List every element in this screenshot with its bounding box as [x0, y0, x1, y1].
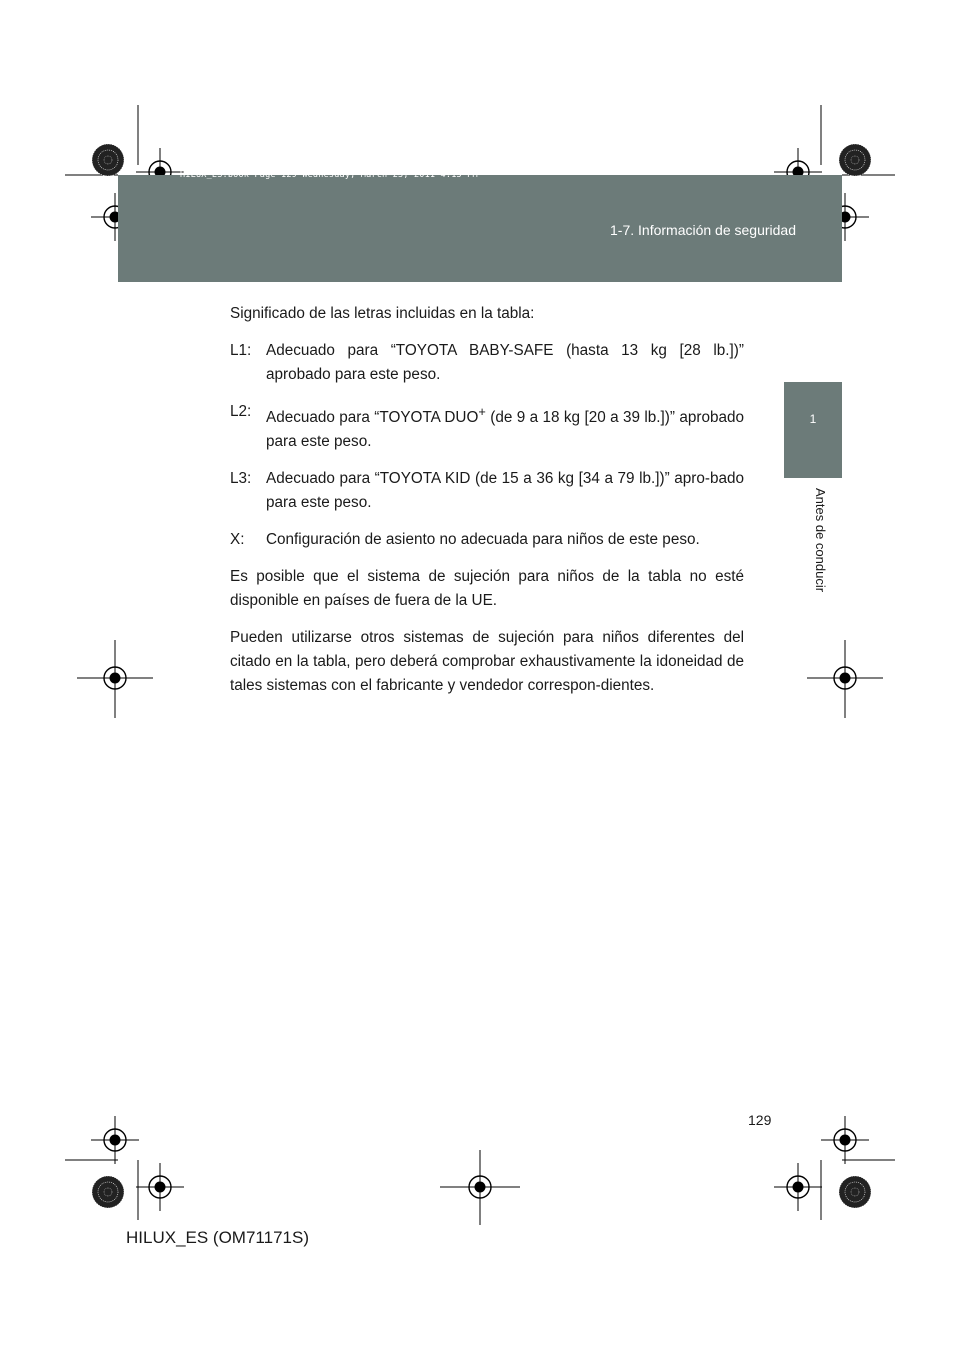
legend-text: Adecuado para “TOYOTA KID (de 15 a 36 kg [34 a 79 lb.])” apro-bado para este peso.	[266, 470, 744, 512]
superscript-plus: +	[478, 404, 486, 419]
legend-text	[266, 400, 744, 454]
page-content	[230, 302, 744, 711]
chapter-tab	[784, 382, 842, 478]
legend-text-before: Adecuado para “TOYOTA DUO	[266, 409, 479, 427]
chapter-title: Antes de conducir	[813, 488, 828, 593]
legend-code: L2:	[230, 403, 252, 420]
page-number: 129	[748, 1112, 772, 1128]
document-code: HILUX_ES (OM71171S)	[126, 1228, 309, 1247]
legend-item-l2	[230, 400, 744, 454]
legend-item-l3	[230, 467, 744, 515]
header-band	[118, 175, 842, 282]
legend-intro: Significado de las letras incluidas en la tabla:	[230, 305, 535, 322]
legend-text-after: (de 9 a 18 kg [20 a 39 lb.])” aprobado para este peso.	[266, 409, 744, 451]
chapter-number: 1	[809, 412, 817, 426]
other-systems-paragraph: Pueden utilizarse otros sistemas de sujeción para niños diferentes del citado en la tabla, pero deberá comprobar exhaustivamente la idoneidad de tales sistemas con el fabricante y vendedor correspon-dientes.	[230, 629, 744, 695]
file-stamp: HILUX_ES.book Page 129 Wednesday, March 23, 2011 4:15 PM	[180, 170, 478, 180]
legend-text: Configuración de asiento no adecuada para niños de este peso.	[266, 531, 700, 549]
legend-code: L1:	[230, 342, 252, 359]
availability-paragraph: Es posible que el sistema de sujeción para niños de la tabla no esté disponible en países de fuera de la UE.	[230, 568, 744, 610]
legend-text: Adecuado para “TOYOTA BABY-SAFE (hasta 13 kg [28 lb.])” aprobado para este peso.	[266, 342, 744, 383]
legend-item-x	[230, 528, 744, 552]
legend-item-l1	[230, 339, 744, 387]
legend-code: X:	[230, 531, 245, 549]
legend-code: L3:	[230, 470, 252, 488]
section-title: 1-7. Información de seguridad	[610, 222, 796, 238]
